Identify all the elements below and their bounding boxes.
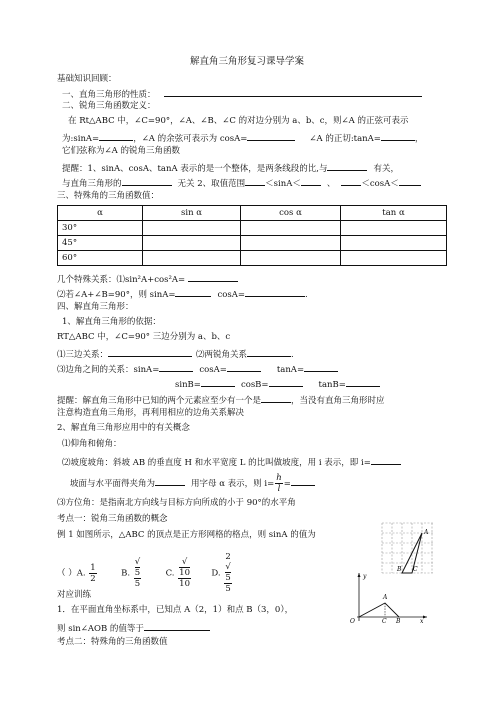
- option-d-fraction: 2 √ 5 5: [225, 552, 231, 594]
- line-edge-angle-a: ⑶边角之间的关系：sinA= cosA= tanA=: [57, 362, 338, 376]
- line-complementary: ⑵若∠A+∠B=90°，则 sinA= cosA= .: [57, 287, 308, 301]
- line-property: 一、直角三角形的性质：: [62, 87, 422, 101]
- table-header: tan α: [341, 206, 447, 221]
- line-construct: 注意构造直角三角形，再利用相应的边角关系解决: [57, 408, 245, 418]
- example-1: 例 1 如图所示，△ABC 的顶点是正方形网格的格点，则 sinA 的值为: [57, 530, 316, 540]
- table-header: sin α: [143, 206, 241, 221]
- exam-point-2: 考点二：特殊角的三角函数值: [57, 637, 168, 647]
- line-sin-cos-tan: 为:sinA= ，∠A 的余弦可表示为 cosA= ∠A 的正切:tanA= ，: [62, 131, 423, 145]
- svg-text:B: B: [396, 618, 401, 624]
- table-row-label: 45°: [58, 236, 143, 251]
- table-row-label: 30°: [58, 221, 143, 236]
- line-solve-reminder: 提醒：解直角三角形中已知的两个元素应至少有一个是 ，当没有直角三角形时应: [57, 393, 385, 407]
- table-row: [58, 251, 447, 266]
- triangle-aob: [359, 603, 399, 617]
- table-row-label: 60°: [58, 251, 143, 266]
- line-reminder-2: 与直角三角形的 无关 2、取值范围 ＜sinA＜ 、 ＜cosA＜: [62, 176, 421, 190]
- practice-1-question: 则 sin∠AOB 的值等于: [57, 621, 210, 635]
- line-special-relation: 几个特殊关系：⑴sin²A+cos²A=: [57, 272, 238, 286]
- page-title: 解直角三角形复习课导学案: [190, 56, 305, 67]
- line-slope-angle: 坡面与水平面得夹角为 用字母 α 表示，则 i= $\frac{h}{l}$ =: [70, 473, 315, 494]
- svg-text:O: O: [350, 618, 355, 624]
- svg-text:y: y: [363, 573, 367, 580]
- exam-point-1: 考点一：锐角三角函数的概念: [57, 514, 168, 524]
- svg-text:C: C: [382, 618, 387, 624]
- line-trig-def-heading: 二、锐角三角函数定义：: [62, 101, 156, 111]
- table-header: cos α: [241, 206, 341, 221]
- line-edge-angle-b: sinB= cosB= tanB=: [175, 377, 380, 391]
- table-row: [58, 221, 447, 236]
- example-1-options: （ ）A. $\frac{1}{2}$ B. √ 5 5 C. √ 10 10 D. 2 √ 5 5: [57, 552, 231, 594]
- section-special-angles: 三、特殊角的三角函数值：: [57, 191, 160, 201]
- practice-1: 1．在平面直角坐标系中，已知点 A（2，1）和点 B（3，0），: [57, 605, 294, 615]
- option-a-fraction: $\frac{1}{2}$: [90, 562, 96, 584]
- option-c-fraction: √ 10 10: [179, 557, 190, 589]
- section-intro: 基础知识回顾：: [57, 74, 117, 84]
- table-header: α: [58, 206, 143, 221]
- line-concepts: 2、解直角三角形应用中的有关概念: [57, 423, 190, 433]
- line-bearing: ⑶方位角：是指南北方向线与目标方向所成的小于 90°的水平角: [57, 498, 296, 508]
- option-b-fraction: √ 5 5: [134, 557, 141, 589]
- line-basis: 1、解直角三角形的依据：: [62, 317, 161, 327]
- line-trig-def: 在 Rt△ABC 中，∠C=90°，∠A、∠B、∠C 的对边分别为 a、b、c，则∠A 的正弦可表示: [68, 116, 409, 126]
- vertex-label: B: [397, 566, 402, 573]
- coordinate-figure: [345, 569, 430, 624]
- svg-text:A: A: [383, 594, 388, 601]
- line-relations: ⑴三边关系： ⑵两锐角关系 .: [57, 347, 294, 361]
- line-rt-abc: RT△ABC 中，∠C=90° 三边分别为 a、b、c: [57, 332, 231, 342]
- svg-text:x: x: [420, 618, 424, 624]
- line-slope: ⑵坡度坡角：斜坡 AB 的垂直度 H 和水平宽度 L 的比叫做坡度，用 i 表示，即 i=: [62, 455, 401, 469]
- vertex-label: A: [424, 529, 429, 536]
- line-named: 它们弦称为∠A 的锐角三角函数: [62, 146, 180, 156]
- vertex-label: C: [413, 566, 418, 573]
- line-reminder-1: 提醒：1、sinA、cosA、tanA 表示的是一个整体，是两条线段的比,与 有关，: [62, 161, 399, 175]
- practice-heading: 对应训练: [57, 590, 92, 600]
- section-solve: 四、解直角三角形：: [57, 302, 134, 312]
- table-row: [58, 236, 447, 251]
- special-angle-table: [57, 205, 447, 266]
- line-elevation: ⑴仰角和俯角：: [62, 439, 122, 449]
